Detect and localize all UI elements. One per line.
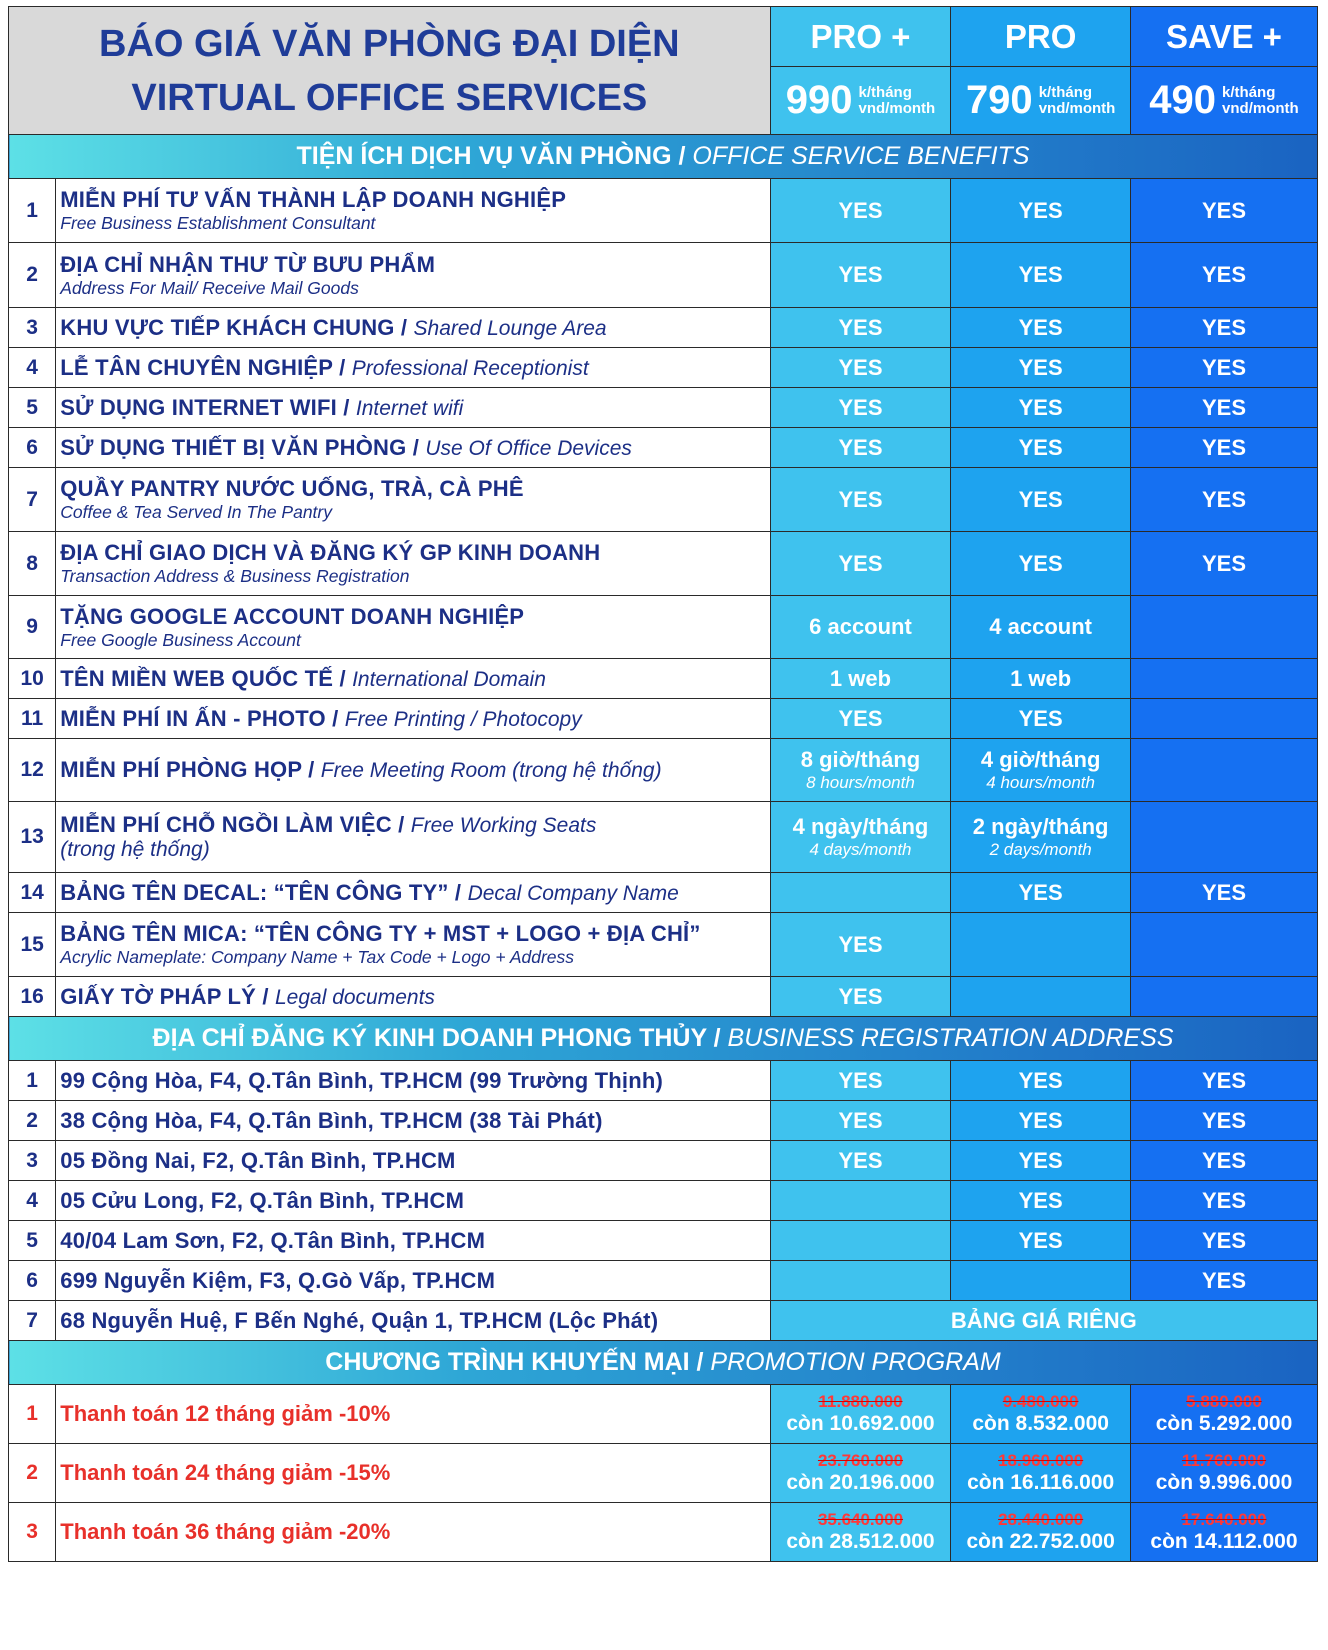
benefit-row	[9, 428, 1318, 468]
row-number: 2	[9, 243, 56, 308]
old-price: 9.480.000	[1002, 1392, 1079, 1411]
section-header-benefits	[9, 135, 1318, 179]
row-number: 5	[9, 1221, 56, 1261]
benefit-row	[9, 802, 1318, 873]
value-pro-plus: 6 account	[770, 596, 951, 659]
old-price: 17.640.000	[1181, 1510, 1267, 1529]
value-pro-plus: YES	[770, 532, 951, 596]
row-number: 2	[9, 1444, 56, 1503]
special-pricing-label: BẢNG GIÁ RIÊNG	[770, 1301, 1317, 1341]
promotion-text: Thanh toán 24 tháng giảm -15%	[56, 1444, 770, 1503]
old-price: 23.760.000	[817, 1451, 904, 1470]
new-price: còn 16.116.000	[967, 1471, 1115, 1494]
new-price: còn 28.512.000	[786, 1530, 935, 1553]
value-pro: YES	[951, 1141, 1131, 1181]
promo-price-save-plus	[1130, 1503, 1317, 1562]
benefit-description	[56, 243, 770, 308]
plan-name-pro: PRO	[951, 7, 1131, 67]
value-save-plus: YES	[1130, 179, 1317, 243]
benefit-row	[9, 596, 1318, 659]
address-text: 40/04 Lam Sơn, F2, Q.Tân Bình, TP.HCM	[56, 1221, 770, 1261]
benefit-title-vn: GIẤY TỜ PHÁP LÝ	[60, 983, 257, 1009]
price-unit-vn: k/tháng	[1038, 83, 1093, 101]
benefit-description	[56, 308, 770, 348]
row-number: 9	[9, 596, 56, 659]
benefit-title-en: International Domain	[352, 667, 546, 691]
row-number: 5	[9, 388, 56, 428]
value-pro: YES	[951, 243, 1131, 308]
benefit-separator: /	[391, 812, 411, 837]
price-unit-en: vnd/month	[858, 99, 936, 117]
value-save-plus: YES	[1130, 1261, 1317, 1301]
benefit-title-vn: SỬ DỤNG THIẾT BỊ VĂN PHÒNG	[60, 434, 407, 460]
address-row	[9, 1101, 1318, 1141]
value-pro	[951, 977, 1131, 1017]
benefit-description	[56, 532, 770, 596]
address-row	[9, 1261, 1318, 1301]
row-number: 1	[9, 179, 56, 243]
value-pro: YES	[951, 308, 1131, 348]
value-save-plus	[1130, 802, 1317, 873]
section-title-vn: ĐỊA CHỈ ĐĂNG KÝ KINH DOANH PHONG THỦY	[152, 1024, 707, 1052]
old-price: 11.880.000	[818, 1392, 903, 1411]
benefit-description	[56, 468, 770, 532]
benefit-description	[56, 659, 770, 699]
value-pro: YES	[951, 873, 1131, 913]
value-main: 4 giờ/tháng	[980, 747, 1101, 772]
value-save-plus: YES	[1130, 468, 1317, 532]
pricing-table	[8, 6, 1318, 1562]
benefit-description	[56, 179, 770, 243]
price-unit-vn: k/tháng	[1222, 83, 1276, 101]
promo-price-pro	[951, 1503, 1131, 1562]
benefit-title-en: Professional Receptionist	[351, 356, 589, 380]
value-main: 2 ngày/tháng	[972, 814, 1109, 839]
promo-price-save-plus	[1130, 1385, 1317, 1444]
value-pro-plus: YES	[770, 348, 951, 388]
value-pro-plus	[770, 1261, 951, 1301]
old-price: 28.440.000	[998, 1510, 1084, 1529]
address-row	[9, 1301, 1318, 1341]
benefit-row	[9, 308, 1318, 348]
value-save-plus: YES	[1130, 388, 1317, 428]
address-row	[9, 1061, 1318, 1101]
row-number: 3	[9, 308, 56, 348]
benefit-title-en: Coffee & Tea Served In The Pantry	[60, 502, 332, 522]
value-save-plus: YES	[1130, 243, 1317, 308]
benefit-title-en: Free Meeting Room (trong hệ thống)	[320, 759, 662, 782]
address-text: 05 Đồng Nai, F2, Q.Tân Bình, TP.HCM	[56, 1141, 770, 1181]
benefit-title-vn: QUẦY PANTRY NƯỚC UỐNG, TRÀ, CÀ PHÊ	[60, 476, 524, 501]
value-sub: 4 hours/month	[986, 773, 1095, 792]
value-pro-plus: YES	[770, 699, 951, 739]
row-number: 1	[9, 1061, 56, 1101]
benefit-separator: /	[325, 705, 345, 731]
address-text: 699 Nguyễn Kiệm, F3, Q.Gò Vấp, TP.HCM	[56, 1261, 770, 1301]
section-separator: /	[706, 1024, 728, 1052]
value-save-plus	[1130, 977, 1317, 1017]
benefit-title-vn: ĐỊA CHỈ GIAO DỊCH VÀ ĐĂNG KÝ GP KINH DOANH	[60, 540, 601, 565]
price-sheet	[8, 6, 1318, 1562]
row-number: 11	[9, 699, 56, 739]
plan-name-pro-plus: PRO +	[770, 7, 951, 67]
benefit-title-en: Use Of Office Devices	[425, 436, 632, 460]
benefit-separator: /	[406, 434, 426, 460]
value-pro-plus: YES	[770, 468, 951, 532]
benefit-title-vn: MIỄN PHÍ TƯ VẤN THÀNH LẬP DOANH NGHIỆP	[60, 187, 567, 212]
benefit-description	[56, 699, 770, 739]
benefit-description	[56, 913, 770, 977]
benefit-row	[9, 243, 1318, 308]
address-text: 38 Cộng Hòa, F4, Q.Tân Bình, TP.HCM (38 Tài Phát)	[56, 1101, 770, 1141]
benefit-row	[9, 699, 1318, 739]
section-title-en: OFFICE SERVICE BENEFITS	[692, 142, 1030, 170]
benefit-title-en-line2: (trong hệ thống)	[60, 838, 210, 861]
promo-price-pro	[951, 1444, 1131, 1503]
value-pro-plus: YES	[770, 388, 951, 428]
section-title-en: BUSINESS REGISTRATION ADDRESS	[727, 1024, 1174, 1052]
value-save-plus: YES	[1130, 1221, 1317, 1261]
benefit-row	[9, 468, 1318, 532]
benefit-description	[56, 428, 770, 468]
benefit-title-vn: LỄ TÂN CHUYÊN NGHIỆP	[60, 354, 333, 380]
value-save-plus: YES	[1130, 1141, 1317, 1181]
value-pro-plus: YES	[770, 243, 951, 308]
row-number: 3	[9, 1503, 56, 1562]
new-price: còn 9.996.000	[1155, 1471, 1293, 1494]
promotion-row	[9, 1503, 1318, 1562]
benefit-separator: /	[394, 314, 414, 340]
old-price: 5.880.000	[1186, 1392, 1262, 1411]
value-save-plus: YES	[1130, 1061, 1317, 1101]
title-line-en: VIRTUAL OFFICE SERVICES	[131, 76, 648, 119]
price-unit-en: vnd/month	[1038, 99, 1116, 117]
benefit-row	[9, 659, 1318, 699]
benefit-title-en: Acrylic Nameplate: Company Name + Tax Code + Logo + Address	[60, 947, 575, 967]
value-save-plus	[1130, 739, 1317, 802]
benefit-separator: /	[336, 394, 356, 420]
price-value: 490	[1149, 78, 1217, 122]
benefit-description	[56, 977, 770, 1017]
value-pro-plus: YES	[770, 1101, 951, 1141]
benefit-title-en: Legal documents	[274, 985, 435, 1009]
value-pro: YES	[951, 468, 1131, 532]
row-number: 7	[9, 468, 56, 532]
price-unit-vn: k/tháng	[858, 83, 912, 101]
benefit-row	[9, 532, 1318, 596]
benefit-row	[9, 913, 1318, 977]
new-price: còn 20.196.000	[786, 1471, 935, 1494]
value-pro	[951, 1261, 1131, 1301]
value-sub: 2 days/month	[989, 840, 1092, 859]
address-text: 68 Nguyễn Huệ, F Bến Nghé, Quận 1, TP.HCM (Lộc Phát)	[56, 1301, 770, 1341]
row-number: 7	[9, 1301, 56, 1341]
benefit-separator: /	[332, 354, 352, 380]
price-unit-en: vnd/month	[1222, 99, 1299, 117]
benefit-title-vn: BẢNG TÊN MICA: “TÊN CÔNG TY + MST + LOGO + ĐỊA CHỈ”	[60, 921, 701, 946]
new-price: còn 22.752.000	[966, 1530, 1115, 1553]
value-pro: 1 web	[951, 659, 1131, 699]
benefit-description	[56, 388, 770, 428]
value-pro	[951, 913, 1131, 977]
benefit-separator: /	[333, 665, 353, 691]
value-save-plus	[1130, 913, 1317, 977]
promotion-row	[9, 1444, 1318, 1503]
price-value: 790	[965, 78, 1033, 122]
benefit-title-vn: MIỄN PHÍ CHỖ NGỒI LÀM VIỆC	[60, 812, 392, 837]
section-title-en: PROMOTION PROGRAM	[710, 1348, 1001, 1376]
value-pro	[951, 802, 1131, 873]
plan-price-pro	[951, 67, 1131, 135]
value-save-plus	[1130, 699, 1317, 739]
benefit-row	[9, 739, 1318, 802]
plan-price-save-plus	[1130, 67, 1317, 135]
address-row	[9, 1181, 1318, 1221]
benefit-description	[56, 802, 770, 873]
value-pro: YES	[951, 1061, 1131, 1101]
benefit-row	[9, 977, 1318, 1017]
promotion-text: Thanh toán 12 tháng giảm -10%	[56, 1385, 770, 1444]
old-price: 18.960.000	[998, 1451, 1084, 1470]
row-number: 12	[9, 739, 56, 802]
row-number: 1	[9, 1385, 56, 1444]
value-save-plus: YES	[1130, 532, 1317, 596]
benefit-separator: /	[256, 983, 275, 1009]
row-number: 3	[9, 1141, 56, 1181]
plan-name-save-plus: SAVE +	[1130, 7, 1317, 67]
benefit-separator: /	[448, 879, 468, 905]
benefit-title-en: Free Business Establishment Consultant	[60, 213, 376, 233]
value-pro-plus: YES	[770, 428, 951, 468]
value-pro-plus: YES	[770, 179, 951, 243]
value-pro: 4 account	[951, 596, 1131, 659]
benefit-title-en: Free Printing / Photocopy	[344, 707, 582, 731]
benefit-title-vn: SỬ DỤNG INTERNET WIFI	[60, 394, 337, 420]
value-main: 8 giờ/tháng	[800, 747, 921, 772]
section-title-vn: CHƯƠNG TRÌNH KHUYẾN MẠI	[325, 1348, 690, 1376]
price-value: 990	[785, 78, 853, 122]
benefit-title-vn: ĐỊA CHỈ NHẬN THƯ TỪ BƯU PHẨM	[60, 251, 436, 277]
new-price: còn 8.532.000	[972, 1412, 1109, 1435]
row-number: 14	[9, 873, 56, 913]
value-pro: YES	[951, 1221, 1131, 1261]
benefit-row	[9, 873, 1318, 913]
value-save-plus	[1130, 596, 1317, 659]
value-main: 4 ngày/tháng	[792, 814, 929, 839]
promo-price-save-plus	[1130, 1444, 1317, 1503]
address-row	[9, 1141, 1318, 1181]
new-price: còn 10.692.000	[786, 1412, 935, 1435]
benefit-title-en: Internet wifi	[355, 396, 464, 420]
benefit-separator: /	[301, 757, 321, 782]
row-number: 16	[9, 977, 56, 1017]
value-pro-plus: YES	[770, 1061, 951, 1101]
promo-price-pro-plus	[770, 1503, 951, 1562]
row-number: 15	[9, 913, 56, 977]
row-number: 4	[9, 348, 56, 388]
value-pro: YES	[951, 1101, 1131, 1141]
benefit-title-vn: TÊN MIỀN WEB QUỐC TẾ	[60, 665, 334, 691]
value-pro: YES	[951, 428, 1131, 468]
value-pro-plus	[770, 1181, 951, 1221]
benefit-title-vn: MIỄN PHÍ PHÒNG HỌP	[60, 757, 302, 782]
address-text: 05 Cửu Long, F2, Q.Tân Bình, TP.HCM	[56, 1181, 770, 1221]
benefit-title-en: Free Google Business Account	[60, 629, 301, 650]
benefit-description	[56, 873, 770, 913]
old-price: 35.640.000	[817, 1510, 904, 1529]
value-save-plus: YES	[1130, 873, 1317, 913]
benefit-description	[56, 596, 770, 659]
benefit-title-en: Transaction Address & Business Registration	[60, 566, 410, 586]
benefit-title-vn: BẢNG TÊN DECAL: “TÊN CÔNG TY”	[60, 879, 449, 905]
promo-price-pro-plus	[770, 1385, 951, 1444]
value-save-plus: YES	[1130, 1181, 1317, 1221]
value-save-plus	[1130, 659, 1317, 699]
benefit-title-en: Shared Lounge Area	[413, 316, 607, 340]
value-pro: YES	[951, 699, 1131, 739]
value-pro-plus: YES	[770, 1141, 951, 1181]
benefit-title-en: Address For Mail/ Receive Mail Goods	[60, 277, 359, 298]
value-pro-plus: YES	[770, 913, 951, 977]
row-number: 4	[9, 1181, 56, 1221]
benefit-description	[56, 739, 770, 802]
section-header-addresses	[9, 1017, 1318, 1061]
value-pro-plus	[770, 802, 951, 873]
value-pro: YES	[951, 179, 1131, 243]
promo-price-pro-plus	[770, 1444, 951, 1503]
section-separator: /	[689, 1348, 711, 1376]
benefit-row	[9, 388, 1318, 428]
value-pro-plus	[770, 1221, 951, 1261]
value-save-plus: YES	[1130, 428, 1317, 468]
value-pro: YES	[951, 388, 1131, 428]
value-pro-plus	[770, 739, 951, 802]
benefit-title-vn: KHU VỰC TIẾP KHÁCH CHUNG	[60, 314, 395, 340]
new-price: còn 5.292.000	[1155, 1412, 1293, 1435]
section-separator: /	[671, 142, 693, 170]
row-number: 6	[9, 428, 56, 468]
benefit-row	[9, 348, 1318, 388]
value-pro	[951, 739, 1131, 802]
value-pro-plus: YES	[770, 308, 951, 348]
address-text: 99 Cộng Hòa, F4, Q.Tân Bình, TP.HCM (99 Trường Thịnh)	[56, 1061, 770, 1101]
value-pro-plus	[770, 873, 951, 913]
benefit-title-vn: MIỄN PHÍ IN ẤN - PHOTO	[60, 705, 326, 731]
value-sub: 4 days/month	[809, 840, 912, 859]
benefit-row	[9, 179, 1318, 243]
value-save-plus: YES	[1130, 1101, 1317, 1141]
benefit-title-vn: TẶNG GOOGLE ACCOUNT DOANH NGHIỆP	[60, 603, 525, 629]
section-title-vn: TIỆN ÍCH DỊCH VỤ VĂN PHÒNG	[296, 142, 672, 170]
row-number: 8	[9, 532, 56, 596]
promotion-row	[9, 1385, 1318, 1444]
new-price: còn 14.112.000	[1150, 1530, 1298, 1553]
value-pro: YES	[951, 532, 1131, 596]
benefit-description	[56, 348, 770, 388]
value-pro-plus: YES	[770, 977, 951, 1017]
benefit-title-en: Decal Company Name	[467, 881, 679, 905]
value-save-plus: YES	[1130, 308, 1317, 348]
section-header-promotion	[9, 1341, 1318, 1385]
title-line-vn: BÁO GIÁ VĂN PHÒNG ĐẠI DIỆN	[99, 22, 680, 65]
row-number: 6	[9, 1261, 56, 1301]
plan-price-pro-plus	[770, 67, 951, 135]
row-number: 13	[9, 802, 56, 873]
row-number: 10	[9, 659, 56, 699]
value-sub: 8 hours/month	[806, 773, 915, 792]
value-pro: YES	[951, 348, 1131, 388]
old-price: 11.760.000	[1181, 1451, 1267, 1470]
value-pro: YES	[951, 1181, 1131, 1221]
row-number: 2	[9, 1101, 56, 1141]
promo-price-pro	[951, 1385, 1131, 1444]
benefit-title-en: Free Working Seats	[410, 814, 597, 837]
value-save-plus: YES	[1130, 348, 1317, 388]
address-row	[9, 1221, 1318, 1261]
page-title	[9, 7, 771, 135]
value-pro-plus: 1 web	[770, 659, 951, 699]
promotion-text: Thanh toán 36 tháng giảm -20%	[56, 1503, 770, 1562]
